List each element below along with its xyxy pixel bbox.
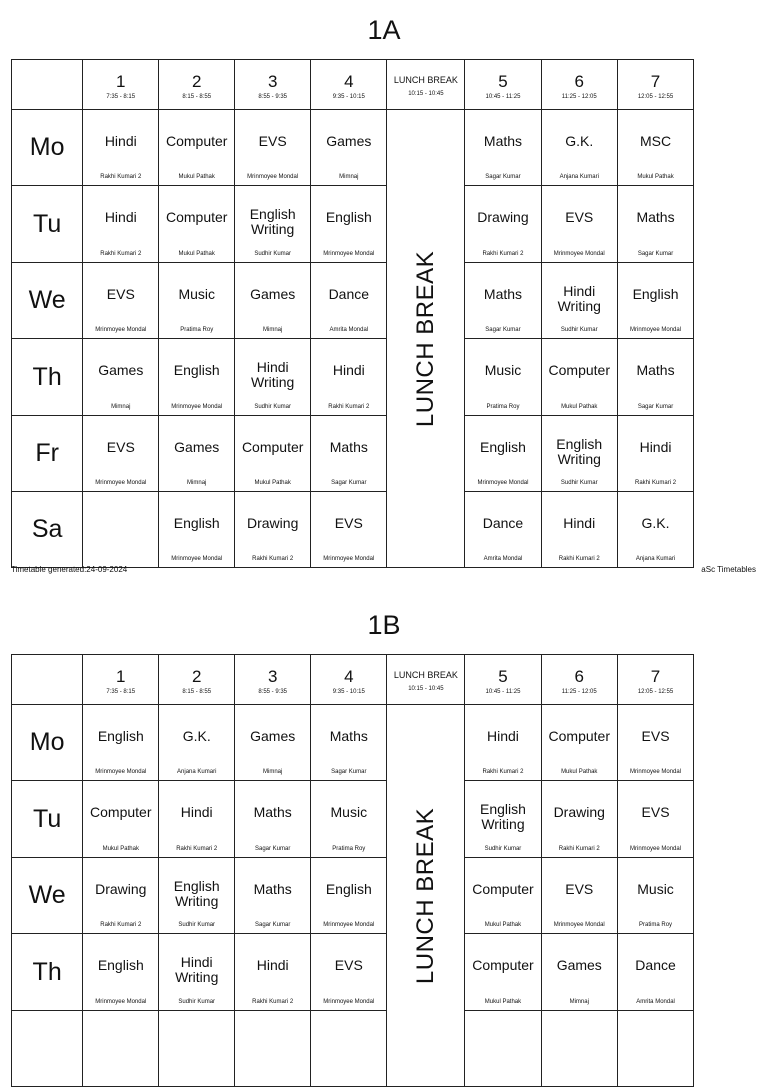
teacher-name: Sudhir Kumar <box>254 251 292 257</box>
lesson-cell <box>235 339 311 416</box>
teacher-name: Anjana Kumari <box>635 556 676 562</box>
teacher-name: Mukul Pathak <box>102 846 139 852</box>
teacher-name: Sagar Kumar <box>485 327 521 333</box>
subject-name: Maths <box>253 881 292 897</box>
period-time: 9:35 - 10:15 <box>332 689 365 695</box>
lesson-cell <box>235 858 311 934</box>
lunch-break-label: LUNCH BREAK <box>393 74 458 85</box>
subject-name: EVS <box>641 804 670 820</box>
lunch-break-column <box>387 110 465 568</box>
period-header-6 <box>541 655 617 705</box>
timetable-1b <box>0 595 768 1024</box>
subject-name: Hindi <box>180 804 213 820</box>
lesson-cell <box>235 705 311 781</box>
day-label: Sa <box>12 492 83 568</box>
lesson-cell <box>83 1011 159 1087</box>
teacher-name: Rakhi Kumari 2 <box>252 999 294 1005</box>
lesson-cell <box>311 781 387 858</box>
lunch-break-vertical: LUNCH BREAK <box>411 807 439 984</box>
lesson-cell <box>159 339 235 416</box>
lesson-cell <box>465 705 541 781</box>
subject-name: EVS <box>106 439 135 455</box>
subject-name: Drawing <box>95 881 147 897</box>
lesson-cell <box>159 186 235 263</box>
period-time: 11:25 - 12:05 <box>561 689 597 695</box>
lunch-break-vertical: LUNCH BREAK <box>411 250 439 427</box>
subject-name: Music <box>637 881 674 897</box>
period-number: 2 <box>191 667 202 686</box>
teacher-name: Mukul Pathak <box>178 251 215 257</box>
teacher-name: Sagar Kumar <box>485 174 521 180</box>
teacher-name: Amrita Mondal <box>329 327 369 333</box>
lesson-cell <box>83 705 159 781</box>
period-header-5 <box>465 60 541 110</box>
lesson-cell <box>617 781 693 858</box>
teacher-name: Mrinmoyee Mondal <box>171 404 223 410</box>
subject-name: Music <box>330 804 368 820</box>
subject-name: English <box>325 209 372 225</box>
lesson-cell <box>311 416 387 492</box>
subject-name: English Writing <box>556 436 603 467</box>
subject-name: Maths <box>483 286 523 302</box>
teacher-name: Mimnaj <box>263 327 283 333</box>
lesson-cell <box>311 1011 387 1087</box>
subject-name: Computer <box>472 881 534 897</box>
teacher-name: Rakhi Kumari 2 <box>482 769 524 775</box>
subject-name: English <box>173 515 220 531</box>
lesson-cell <box>159 492 235 568</box>
lesson-cell <box>541 934 617 1011</box>
period-time: 10:45 - 11:25 <box>485 689 521 695</box>
lesson-cell <box>235 186 311 263</box>
lesson-cell <box>83 339 159 416</box>
subject-name: English Writing <box>480 801 526 832</box>
lesson-cell <box>311 110 387 186</box>
teacher-name: Sagar Kumar <box>331 480 367 486</box>
period-number: 3 <box>267 667 278 686</box>
teacher-name: Rakhi Kumari 2 <box>100 251 142 257</box>
subject-name: Maths <box>253 804 292 820</box>
subject-name: Dance <box>482 515 524 531</box>
lesson-cell <box>465 110 541 186</box>
day-label: Fr <box>12 416 83 492</box>
header-row <box>12 655 768 705</box>
period-number: 5 <box>498 667 508 686</box>
teacher-name: Mukul Pathak <box>178 174 215 180</box>
teacher-name: Anjana Kumari <box>559 174 599 180</box>
lesson-cell <box>541 492 617 568</box>
teacher-name: Mrinmoyee Mondal <box>323 922 375 928</box>
period-header-2 <box>159 60 235 110</box>
teacher-name: Mrinmoyee Mondal <box>630 769 682 775</box>
subject-name: Games <box>556 957 602 973</box>
lesson-cell <box>465 186 541 263</box>
subject-name: Hindi <box>639 439 672 455</box>
teacher-name: Pratima Roy <box>332 846 366 852</box>
lesson-cell <box>541 416 617 492</box>
subject-name: Maths <box>636 362 675 378</box>
teacher-name: Pratima Roy <box>639 922 673 928</box>
teacher-name: Mrinmoyee Mondal <box>553 922 605 928</box>
period-time: 8:15 - 8:55 <box>182 94 212 100</box>
teacher-name: Pratima Roy <box>486 404 520 410</box>
lesson-cell <box>617 416 693 492</box>
lesson-cell <box>159 858 235 934</box>
lesson-cell <box>311 263 387 339</box>
subject-name: Hindi Writing <box>251 359 295 390</box>
lesson-cell <box>83 492 159 568</box>
teacher-name: Mrinmoyee Mondal <box>95 480 147 486</box>
period-header-7 <box>617 60 693 110</box>
lesson-cell <box>465 781 541 858</box>
day-label: Th <box>12 339 83 416</box>
day-label: We <box>12 263 83 339</box>
period-number: 2 <box>191 72 202 91</box>
teacher-name: Mrinmoyee Mondal <box>323 999 375 1005</box>
lesson-cell <box>159 1011 235 1087</box>
subject-name: Games <box>174 439 220 455</box>
subject-name: Computer <box>548 362 610 378</box>
teacher-name: Amrita Mondal <box>483 556 523 562</box>
period-number: 1 <box>116 72 126 91</box>
teacher-name: Mrinmoyee Mondal <box>95 769 147 775</box>
day-label: Mo <box>12 705 83 781</box>
subject-name: Dance <box>328 286 370 302</box>
subject-name: Games <box>250 286 296 302</box>
lesson-cell <box>541 110 617 186</box>
subject-name: English <box>325 881 372 897</box>
lesson-cell <box>617 339 693 416</box>
teacher-name: Sagar Kumar <box>331 769 367 775</box>
subject-name: Drawing <box>247 515 299 531</box>
lesson-cell <box>617 110 693 186</box>
subject-name: Games <box>250 728 296 744</box>
subject-name: Maths <box>329 728 368 744</box>
teacher-name: Rakhi Kumari 2 <box>100 174 142 180</box>
teacher-name: Rakhi Kumari 2 <box>328 404 370 410</box>
period-time: 8:15 - 8:55 <box>182 689 212 695</box>
day-label: Tu <box>12 186 83 263</box>
day-label <box>12 1011 83 1087</box>
period-number: 1 <box>116 667 126 686</box>
teacher-name: Mukul Pathak <box>484 999 522 1005</box>
teacher-name: Sudhir Kumar <box>484 846 522 852</box>
period-number: 4 <box>344 667 354 686</box>
subject-name: Maths <box>329 439 368 455</box>
period-time: 7:35 - 8:15 <box>106 689 136 695</box>
subject-name: Computer <box>90 804 152 820</box>
subject-name: Hindi <box>104 133 137 149</box>
corner-cell <box>12 655 83 705</box>
period-time: 11:25 - 12:05 <box>561 94 597 100</box>
lesson-cell <box>541 186 617 263</box>
subject-name: EVS <box>334 957 363 973</box>
lesson-cell <box>83 781 159 858</box>
lesson-cell <box>541 858 617 934</box>
lesson-cell <box>617 492 693 568</box>
lesson-cell <box>235 1011 311 1087</box>
lesson-cell <box>83 110 159 186</box>
day-label: Th <box>12 934 83 1011</box>
class-title: 1B <box>367 610 401 640</box>
subject-name: Computer <box>165 209 228 225</box>
teacher-name: Sudhir Kumar <box>560 480 598 486</box>
teacher-name: Sudhir Kumar <box>178 922 216 928</box>
lesson-cell <box>541 1011 617 1087</box>
lesson-cell <box>235 110 311 186</box>
day-row-mo <box>12 110 768 186</box>
period-time: 8:55 - 9:35 <box>258 94 288 100</box>
lesson-cell <box>83 186 159 263</box>
subject-name: EVS <box>565 881 594 897</box>
teacher-name: Mukul Pathak <box>561 769 598 775</box>
teacher-name: Amrita Mondal <box>636 999 675 1005</box>
subject-name: Games <box>98 362 144 378</box>
teacher-name: Mimnaj <box>263 769 283 775</box>
teacher-name: Mimnaj <box>187 480 207 486</box>
subject-name: English Writing <box>173 878 220 909</box>
timetable-grid <box>11 654 768 1087</box>
subject-name: Hindi Writing <box>557 283 601 314</box>
period-header-6 <box>541 60 617 110</box>
teacher-name: Mukul Pathak <box>254 480 291 486</box>
teacher-name: Sudhir Kumar <box>178 999 216 1005</box>
lesson-cell <box>159 263 235 339</box>
period-number: 6 <box>574 72 584 91</box>
subject-name: G.K. <box>641 515 670 531</box>
day-row-mo <box>12 705 768 781</box>
subject-name: EVS <box>565 209 594 225</box>
header-row <box>12 60 768 110</box>
lesson-cell <box>235 934 311 1011</box>
subject-name: English <box>632 286 679 302</box>
lesson-cell <box>465 1011 541 1087</box>
period-number: 3 <box>267 72 278 91</box>
lesson-cell <box>235 492 311 568</box>
teacher-name: Rakhi Kumari 2 <box>558 846 600 852</box>
teacher-name: Mukul Pathak <box>484 922 522 928</box>
subject-name: G.K. <box>182 728 211 744</box>
period-header-4 <box>311 655 387 705</box>
lesson-cell <box>617 186 693 263</box>
lesson-cell <box>159 110 235 186</box>
period-header-1 <box>83 60 159 110</box>
lesson-cell <box>83 416 159 492</box>
period-header-2 <box>159 655 235 705</box>
teacher-name: Mrinmoyee Mondal <box>95 999 147 1005</box>
subject-name: Dance <box>635 957 676 973</box>
subject-name: Hindi <box>256 957 289 973</box>
teacher-name: Mrinmoyee Mondal <box>477 480 529 486</box>
lesson-cell <box>541 705 617 781</box>
subject-name: Music <box>484 362 522 378</box>
teacher-name: Mrinmoyee Mondal <box>95 327 147 333</box>
teacher-name: Rakhi Kumari 2 <box>252 556 294 562</box>
subject-name: Hindi Writing <box>175 954 219 985</box>
teacher-name: Mrinmoyee Mondal <box>630 327 682 333</box>
subject-name: Games <box>326 133 372 149</box>
lesson-cell <box>465 263 541 339</box>
lunch-break-column <box>387 705 465 1087</box>
period-header-3 <box>235 60 311 110</box>
lesson-cell <box>159 934 235 1011</box>
lesson-cell <box>617 934 693 1011</box>
subject-name: English <box>480 439 526 455</box>
lesson-cell <box>465 416 541 492</box>
period-header-7 <box>617 655 693 705</box>
period-number: 5 <box>498 72 508 91</box>
lesson-cell <box>311 186 387 263</box>
period-number: 6 <box>574 667 584 686</box>
lesson-cell <box>159 705 235 781</box>
day-label: Mo <box>12 110 83 186</box>
teacher-name: Anjana Kumari <box>177 769 217 775</box>
subject-name: G.K. <box>565 133 594 149</box>
subject-name: Hindi <box>487 728 519 744</box>
teacher-name: Sudhir Kumar <box>254 404 292 410</box>
lesson-cell <box>311 934 387 1011</box>
teacher-name: Mukul Pathak <box>637 174 674 180</box>
teacher-name: Mukul Pathak <box>561 404 598 410</box>
day-label: Tu <box>12 781 83 858</box>
lunch-break-time: 10:15 - 10:45 <box>408 685 444 692</box>
period-number: 4 <box>344 72 354 91</box>
subject-name: Maths <box>636 209 675 225</box>
teacher-name: Mrinmoyee Mondal <box>323 251 375 257</box>
subject-name: Computer <box>241 439 304 455</box>
generated-date: Timetable generated:24-09-2024 <box>11 565 128 574</box>
teacher-name: Rakhi Kumari 2 <box>558 556 600 562</box>
lesson-cell <box>541 781 617 858</box>
subject-name: Hindi <box>104 209 137 225</box>
period-header-1 <box>83 655 159 705</box>
lesson-cell <box>235 781 311 858</box>
timetable-grid <box>11 59 768 568</box>
subject-name: English <box>97 728 144 744</box>
period-header-3 <box>235 655 311 705</box>
lesson-cell <box>541 263 617 339</box>
teacher-name: Sagar Kumar <box>637 404 674 410</box>
teacher-name: Sagar Kumar <box>637 251 674 257</box>
subject-name: EVS <box>334 515 363 531</box>
lunch-break-header <box>387 60 465 110</box>
period-header-4 <box>311 60 387 110</box>
subject-name: EVS <box>106 286 135 302</box>
lunch-break-header <box>387 655 465 705</box>
lesson-cell <box>311 705 387 781</box>
lesson-cell <box>465 492 541 568</box>
lesson-cell <box>617 705 693 781</box>
teacher-name: Mrinmoyee Mondal <box>247 174 299 180</box>
subject-name: MSC <box>639 133 672 149</box>
period-time: 7:35 - 8:15 <box>106 94 136 100</box>
subject-name: EVS <box>641 728 670 744</box>
teacher-name: Mrinmoyee Mondal <box>630 846 682 852</box>
period-time: 10:45 - 11:25 <box>485 94 521 100</box>
teacher-name: Rakhi Kumari 2 <box>176 846 218 852</box>
period-number: 7 <box>650 72 661 91</box>
lesson-cell <box>83 263 159 339</box>
teacher-name: Sudhir Kumar <box>560 327 598 333</box>
teacher-name: Rakhi Kumari 2 <box>482 251 524 257</box>
lesson-cell <box>465 858 541 934</box>
period-time: 9:35 - 10:15 <box>332 94 365 100</box>
lesson-cell <box>541 339 617 416</box>
teacher-name: Mimnaj <box>569 999 589 1005</box>
lunch-break-time: 10:15 - 10:45 <box>408 90 444 97</box>
subject-name: Maths <box>483 133 523 149</box>
brand-label: aSc Timetables <box>701 565 756 574</box>
period-time: 12:05 - 12:55 <box>637 94 674 100</box>
period-time: 12:05 - 12:55 <box>637 689 674 695</box>
lesson-cell <box>311 339 387 416</box>
subject-name: Drawing <box>553 804 605 820</box>
lesson-cell <box>83 934 159 1011</box>
subject-name: Music <box>178 286 215 302</box>
teacher-name: Mrinmoyee Mondal <box>553 251 605 257</box>
corner-cell <box>12 60 83 110</box>
teacher-name: Sagar Kumar <box>255 922 291 928</box>
subject-name: English <box>173 362 220 378</box>
teacher-name: Mimnaj <box>111 404 131 410</box>
lesson-cell <box>83 858 159 934</box>
lesson-cell <box>235 416 311 492</box>
period-time: 8:55 - 9:35 <box>258 689 288 695</box>
day-label: We <box>12 858 83 934</box>
subject-name: Hindi <box>563 515 596 531</box>
teacher-name: Mimnaj <box>339 174 359 180</box>
lesson-cell <box>465 934 541 1011</box>
lunch-break-label: LUNCH BREAK <box>393 669 458 680</box>
subject-name: English <box>97 957 144 973</box>
teacher-name: Rakhi Kumari 2 <box>635 480 677 486</box>
teacher-name: Mrinmoyee Mondal <box>171 556 223 562</box>
subject-name: English Writing <box>249 206 296 237</box>
lesson-cell <box>617 1011 693 1087</box>
teacher-name: Sagar Kumar <box>255 846 291 852</box>
lesson-cell <box>159 781 235 858</box>
subject-name: Computer <box>472 957 534 973</box>
lesson-cell <box>617 858 693 934</box>
lesson-cell <box>311 492 387 568</box>
teacher-name: Rakhi Kumari 2 <box>100 922 142 928</box>
subject-name: EVS <box>258 133 287 149</box>
subject-name: Drawing <box>477 209 529 225</box>
lesson-cell <box>235 263 311 339</box>
teacher-name: Pratima Roy <box>180 327 214 333</box>
subject-name: Computer <box>165 133 228 149</box>
lesson-cell <box>465 339 541 416</box>
subject-name: Hindi <box>332 362 365 378</box>
class-title: 1A <box>367 15 401 45</box>
lesson-cell <box>617 263 693 339</box>
lesson-cell <box>311 858 387 934</box>
period-number: 7 <box>650 667 661 686</box>
period-header-5 <box>465 655 541 705</box>
teacher-name: Mrinmoyee Mondal <box>323 556 375 562</box>
subject-name: Computer <box>548 728 610 744</box>
lesson-cell <box>159 416 235 492</box>
